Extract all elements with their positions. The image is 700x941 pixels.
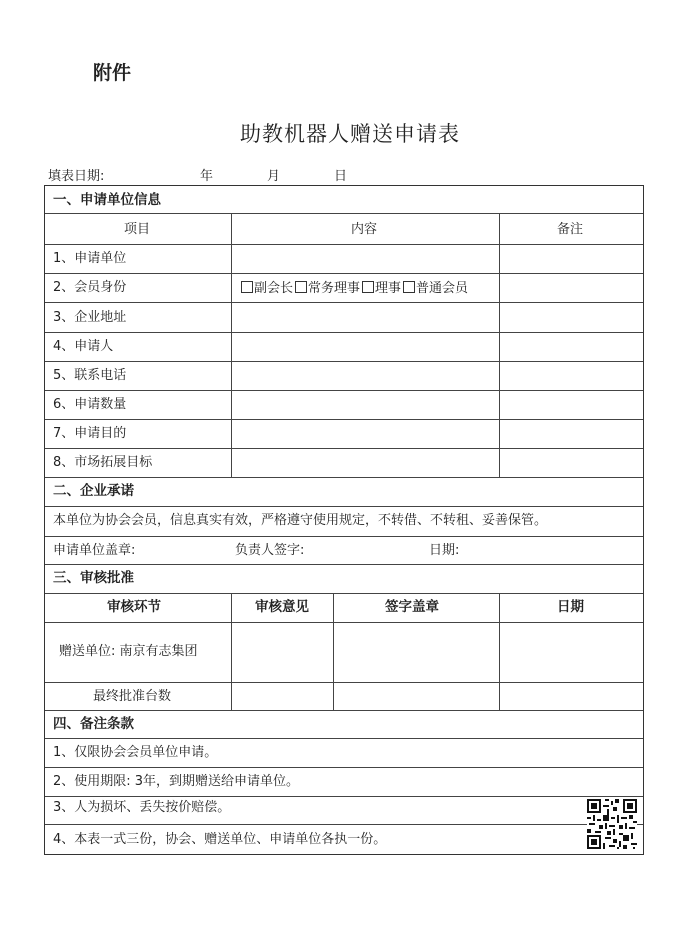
fill-date-line	[48, 165, 648, 185]
form-title: 助教机器人赠送申请表	[240, 122, 460, 146]
option-executive-director: 常务理事	[308, 281, 361, 296]
commitment-date-label: 日期:	[429, 543, 460, 558]
col-header-opinion: 审核意见	[255, 599, 309, 615]
option-director: 理事	[375, 281, 402, 296]
row-label-market-goal: 8、市场拓展目标	[53, 455, 153, 470]
row-label-purpose: 7、申请目的	[53, 426, 127, 441]
row-label-address: 3、企业地址	[53, 310, 127, 325]
qr-code	[587, 799, 637, 849]
checkbox-executive-director[interactable]	[295, 281, 307, 293]
seal-label: 申请单位盖章:	[53, 543, 136, 558]
checkbox-regular-member[interactable]	[403, 281, 415, 293]
term-item: 1、仅限协会会员单位申请。	[53, 745, 218, 760]
term-item: 2、使用期限: 3年，到期赠送给申请单位。	[53, 774, 300, 789]
commitment-statement: 本单位为协会会员，信息真实有效，严格遵守使用规定，不转借、不转租、妥善保管。	[53, 513, 548, 528]
final-approved-count-label: 最终批准台数	[93, 689, 172, 704]
attachment-label: 附件	[93, 62, 132, 84]
row-label-applicant: 4、申请人	[53, 339, 114, 354]
checkbox-vice-president[interactable]	[241, 281, 253, 293]
donor-unit-label: 赠送单位: 南京有志集团	[59, 644, 198, 659]
application-form-table	[44, 185, 644, 855]
option-regular-member: 普通会员	[416, 281, 469, 296]
term-item: 4、本表一式三份，协会、赠送单位、申请单位各执一份。	[53, 832, 387, 847]
section-heading-applicant: 一、申请单位信息	[53, 192, 161, 208]
section-heading-commitment: 二、企业承诺	[53, 483, 134, 499]
col-header-note: 备注	[557, 222, 584, 237]
col-header-stage: 审核环节	[107, 599, 161, 615]
col-header-sign-seal: 签字盖章	[385, 599, 439, 615]
checkbox-director[interactable]	[362, 281, 374, 293]
option-vice-president: 副会长	[254, 281, 294, 296]
section-heading-approval: 三、审核批准	[53, 570, 134, 586]
year-label: 年	[200, 169, 214, 184]
signature-label: 负责人签字:	[235, 543, 305, 558]
row-label-member-status: 2、会员身份	[53, 280, 127, 295]
col-header-item: 项目	[124, 222, 151, 237]
row-label-quantity: 6、申请数量	[53, 397, 127, 412]
row-label-phone: 5、联系电话	[53, 368, 127, 383]
day-label: 日	[334, 169, 348, 184]
col-header-date: 日期	[557, 599, 584, 615]
col-header-content: 内容	[351, 222, 378, 237]
section-heading-terms: 四、备注条款	[53, 716, 134, 732]
fill-date-label: 填表日期:	[48, 169, 105, 184]
member-status-options	[239, 281, 468, 295]
row-label-applicant-unit: 1、申请单位	[53, 251, 127, 266]
month-label: 月	[267, 169, 281, 184]
term-item: 3、人为损坏、丢失按价赔偿。	[53, 800, 231, 815]
